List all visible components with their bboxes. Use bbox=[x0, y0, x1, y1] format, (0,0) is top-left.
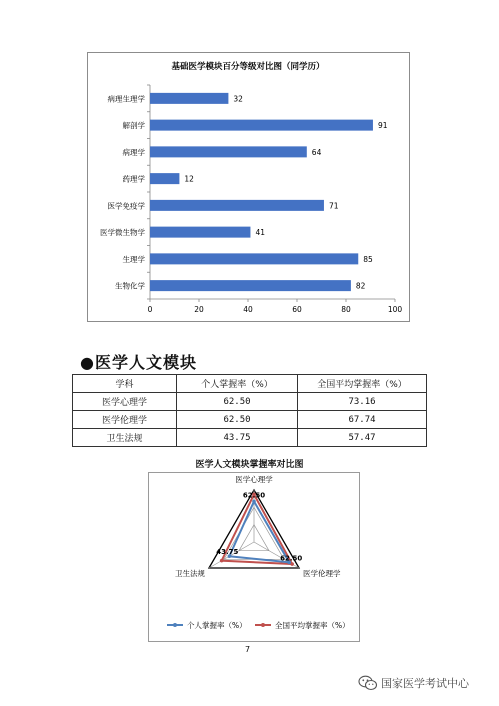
bar-chart bbox=[88, 53, 409, 321]
legend-marker bbox=[173, 623, 177, 627]
bar-value-label: 32 bbox=[233, 94, 243, 104]
radar-series-point bbox=[252, 500, 256, 504]
table-cell: 43.75 bbox=[177, 429, 298, 447]
radar-data-label: 43.75 bbox=[216, 548, 239, 557]
radar-chart-frame bbox=[148, 472, 360, 642]
bar bbox=[150, 93, 228, 104]
table-cell: 医学伦理学 bbox=[73, 411, 177, 429]
section-heading: ●医学人文模块 bbox=[80, 353, 197, 372]
radar-data-label: 62.50 bbox=[242, 491, 266, 500]
legend-label: 全国平均掌握率（%） bbox=[275, 621, 350, 630]
table-header: 全国平均掌握率（%） bbox=[298, 375, 427, 393]
score-table bbox=[72, 374, 427, 447]
table-cell: 卫生法规 bbox=[73, 429, 177, 447]
category-label: 医学微生物学 bbox=[100, 228, 145, 238]
radar-data-label: 62.50 bbox=[280, 554, 303, 563]
table-header: 个人掌握率（%） bbox=[177, 375, 298, 393]
bar-value-label: 91 bbox=[377, 121, 388, 131]
table-cell: 62.50 bbox=[177, 411, 298, 429]
category-label: 病理生理学 bbox=[107, 94, 145, 104]
bar bbox=[150, 200, 324, 211]
radar-axis-label: 医学伦理学 bbox=[303, 569, 341, 578]
table-header: 学科 bbox=[73, 375, 177, 393]
table-row bbox=[73, 411, 427, 429]
x-tick-label: 20 bbox=[194, 305, 204, 314]
category-label: 生理学 bbox=[122, 254, 145, 264]
watermark bbox=[358, 675, 469, 691]
table-row bbox=[73, 393, 427, 411]
bar-value-label: 64 bbox=[311, 147, 322, 157]
bar-chart-title: 基础医学模块百分等级对比图（同学历） bbox=[171, 62, 325, 72]
bar bbox=[150, 253, 358, 264]
legend-label: 个人掌握率（%） bbox=[187, 621, 247, 630]
radar-series-point bbox=[220, 559, 224, 563]
category-label: 药理学 bbox=[122, 174, 145, 184]
x-tick-label: 0 bbox=[147, 305, 153, 314]
category-label: 生物化学 bbox=[115, 281, 145, 291]
x-tick-label: 80 bbox=[341, 305, 351, 314]
x-tick-label: 100 bbox=[387, 305, 403, 314]
bar-value-label: 71 bbox=[328, 201, 339, 211]
wechat-icon bbox=[358, 675, 378, 691]
bar bbox=[150, 120, 373, 131]
table-cell: 57.47 bbox=[298, 429, 427, 447]
category-label: 医学免疫学 bbox=[107, 201, 145, 211]
bar-value-label: 12 bbox=[184, 174, 194, 184]
table-cell: 67.74 bbox=[298, 411, 427, 429]
bar bbox=[150, 173, 179, 184]
table-cell: 73.16 bbox=[298, 393, 427, 411]
radar-axis-label: 医学心理学 bbox=[235, 475, 273, 484]
x-tick-label: 60 bbox=[292, 305, 302, 314]
table-header-row bbox=[73, 375, 427, 393]
radar-chart bbox=[149, 473, 359, 641]
bar bbox=[150, 146, 307, 157]
watermark-text: 国家医学考试中心 bbox=[381, 677, 469, 690]
radar-chart-title: 医学人文模块掌握率对比图 bbox=[195, 460, 304, 470]
bar-value-label: 82 bbox=[355, 281, 366, 291]
category-label: 病理学 bbox=[122, 147, 145, 157]
radar-axis-label: 卫生法规 bbox=[174, 569, 205, 578]
category-label: 解剖学 bbox=[122, 121, 145, 131]
page-number: 7 bbox=[245, 645, 251, 654]
bar-chart-frame bbox=[87, 52, 410, 322]
bar-value-label: 85 bbox=[363, 254, 373, 264]
table-cell: 62.50 bbox=[177, 393, 298, 411]
table-row bbox=[73, 429, 427, 447]
x-tick-label: 40 bbox=[243, 305, 253, 314]
legend-marker bbox=[261, 623, 265, 627]
bar bbox=[150, 227, 250, 238]
table-cell: 医学心理学 bbox=[73, 393, 177, 411]
bar-value-label: 41 bbox=[255, 228, 265, 238]
bar bbox=[150, 280, 351, 291]
